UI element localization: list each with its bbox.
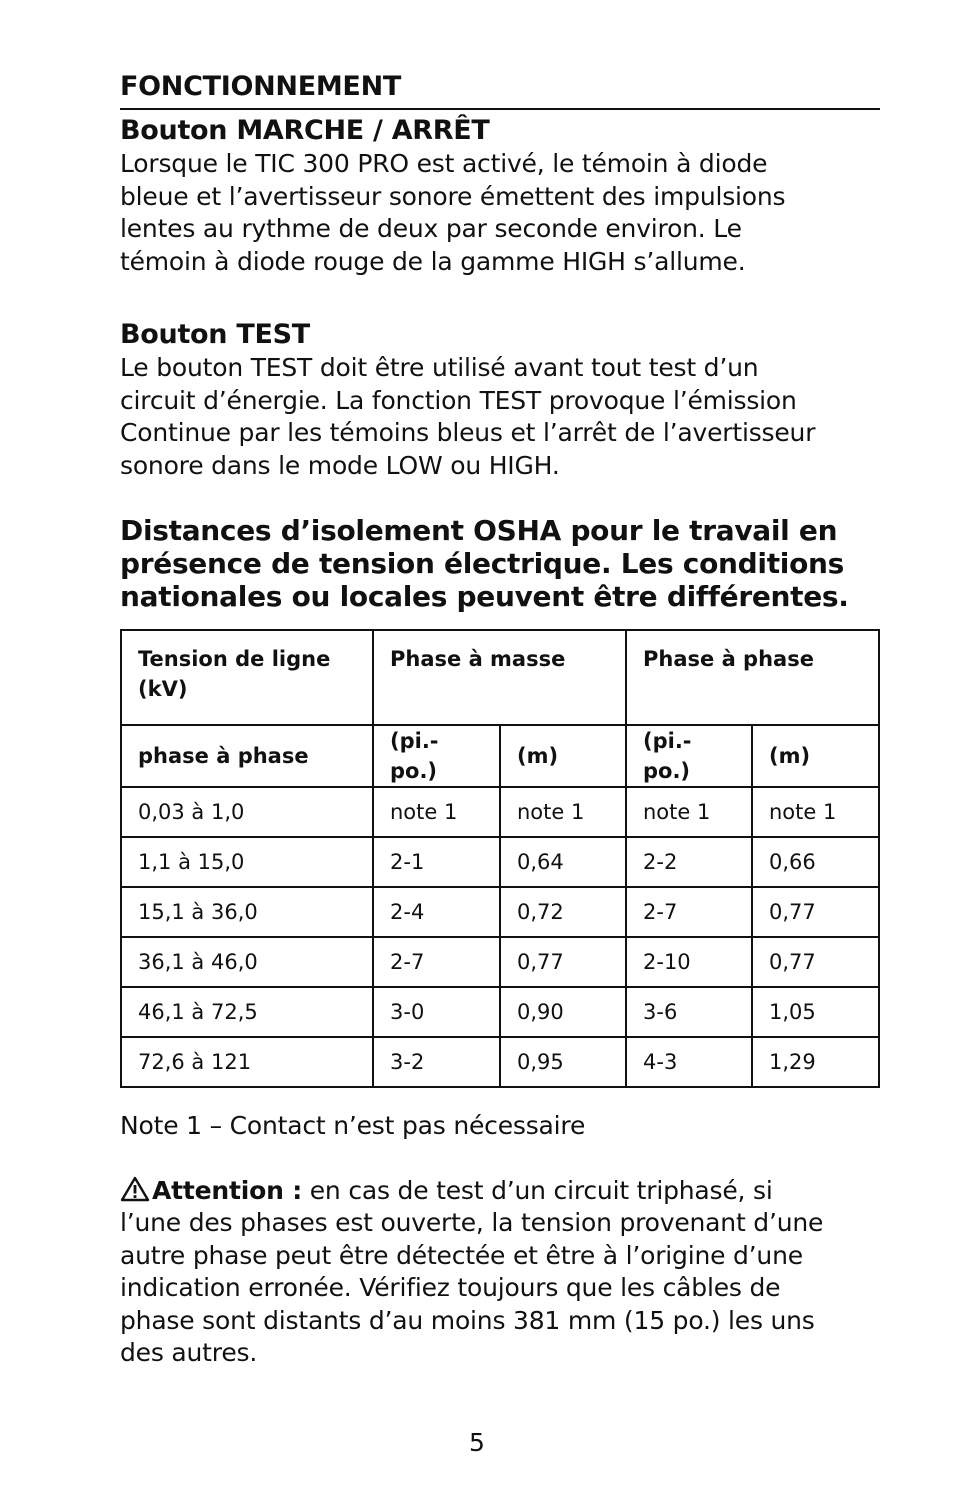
warning-block (120, 1175, 880, 1370)
subheader-cell: (pi.-po.) (626, 725, 752, 787)
header-line-voltage: Tension de ligne (kV) (121, 630, 373, 725)
table-cell: 0,77 (500, 937, 626, 987)
table-cell: 3-6 (626, 987, 752, 1037)
test-line: Continue par les témoins bleus et l’arrêt de l’avertisseur (120, 418, 816, 447)
table-cell: 0,77 (752, 887, 879, 937)
subheader-cell: (m) (752, 725, 879, 787)
test-line: sonore dans le mode LOW ou HIGH. (120, 450, 560, 480)
warning-triangle-icon (120, 1176, 150, 1202)
table-cell: note 1 (752, 787, 879, 837)
table-cell: 0,64 (500, 837, 626, 887)
table-cell: 0,77 (752, 937, 879, 987)
warning-text: en cas de test d’un circuit triphasé, si (302, 1175, 773, 1205)
table-cell: 46,1 à 72,5 (121, 987, 373, 1037)
test-line: circuit d’énergie. La fonction TEST provoque l’émission (120, 385, 797, 415)
table-cell: 2-2 (626, 837, 752, 887)
page-number: 5 (469, 1428, 485, 1457)
table-cell: 2-7 (626, 887, 752, 937)
header-phase-to-phase: Phase à phase (626, 630, 879, 725)
table-cell: 2-1 (373, 837, 500, 887)
warning-line: phase sont distants d’au moins 381 mm (15 po.) les uns (120, 1305, 815, 1335)
table-cell: 2-4 (373, 887, 500, 937)
table-cell: note 1 (626, 787, 752, 837)
warning-line: l’une des phases est ouverte, la tension provenant d’une (120, 1208, 824, 1237)
table-cell: 3-2 (373, 1037, 500, 1087)
table-cell: 2-10 (626, 937, 752, 987)
table-row (121, 837, 879, 887)
note-1: Note 1 – Contact n’est pas nécessaire (120, 1111, 586, 1140)
table-cell: 2-7 (373, 937, 500, 987)
table-row (121, 987, 879, 1037)
table-row (121, 937, 879, 987)
table-subheader-row (121, 725, 879, 787)
table-cell: 0,03 à 1,0 (121, 787, 373, 837)
table-cell: 1,29 (752, 1037, 879, 1087)
warning-line (120, 1175, 880, 1208)
osha-title (120, 514, 880, 613)
on-off-line: Lorsque le TIC 300 PRO est activé, le témoin à diode (120, 149, 768, 178)
warning-label: Attention : (152, 1175, 302, 1205)
subheader-cell: (pi.-po.) (373, 725, 500, 787)
table-header-row (121, 630, 879, 725)
table-row (121, 887, 879, 937)
subheader-cell: (m) (500, 725, 626, 787)
table-cell: 15,1 à 36,0 (121, 887, 373, 937)
osha-clearance-table (120, 629, 880, 1088)
header-phase-to-ground: Phase à masse (373, 630, 626, 725)
subheader-cell: phase à phase (121, 725, 373, 787)
warning-line: autre phase peut être détectée et être à l’origine d’une (120, 1240, 803, 1270)
on-off-line: témoin à diode rouge de la gamme HIGH s’allume. (120, 246, 746, 276)
test-paragraph (120, 352, 880, 482)
table-cell: 0,66 (752, 837, 879, 887)
table-cell: 3-0 (373, 987, 500, 1037)
test-title: Bouton TEST (120, 319, 310, 350)
table-row (121, 787, 879, 837)
on-off-line: lentes au rythme de deux par seconde environ. Le (120, 214, 742, 243)
warning-line: indication erronée. Vérifiez toujours que les câbles de (120, 1273, 781, 1302)
table-cell: 72,6 à 121 (121, 1037, 373, 1087)
table-cell: note 1 (373, 787, 500, 837)
table-cell: 0,72 (500, 887, 626, 937)
osha-title-line: présence de tension électrique. Les conditions (120, 547, 845, 580)
table-row (121, 1037, 879, 1087)
table-cell: 1,1 à 15,0 (121, 837, 373, 887)
table-cell: 36,1 à 46,0 (121, 937, 373, 987)
on-off-line: bleue et l’avertisseur sonore émettent des impulsions (120, 181, 786, 211)
table-cell: 0,95 (500, 1037, 626, 1087)
on-off-title: Bouton MARCHE / ARRÊT (120, 115, 490, 146)
warning-line: des autres. (120, 1338, 258, 1367)
page-content (120, 68, 880, 1370)
table-cell: 4-3 (626, 1037, 752, 1087)
test-line: Le bouton TEST doit être utilisé avant tout test d’un (120, 353, 759, 382)
table-cell: note 1 (500, 787, 626, 837)
section-title: FONCTIONNEMENT (120, 68, 880, 110)
table-cell: 0,90 (500, 987, 626, 1037)
osha-title-line: nationales ou locales peuvent être différentes. (120, 580, 849, 613)
osha-title-line: Distances d’isolement OSHA pour le travail en (120, 514, 838, 547)
on-off-paragraph (120, 148, 880, 278)
table-cell: 1,05 (752, 987, 879, 1037)
